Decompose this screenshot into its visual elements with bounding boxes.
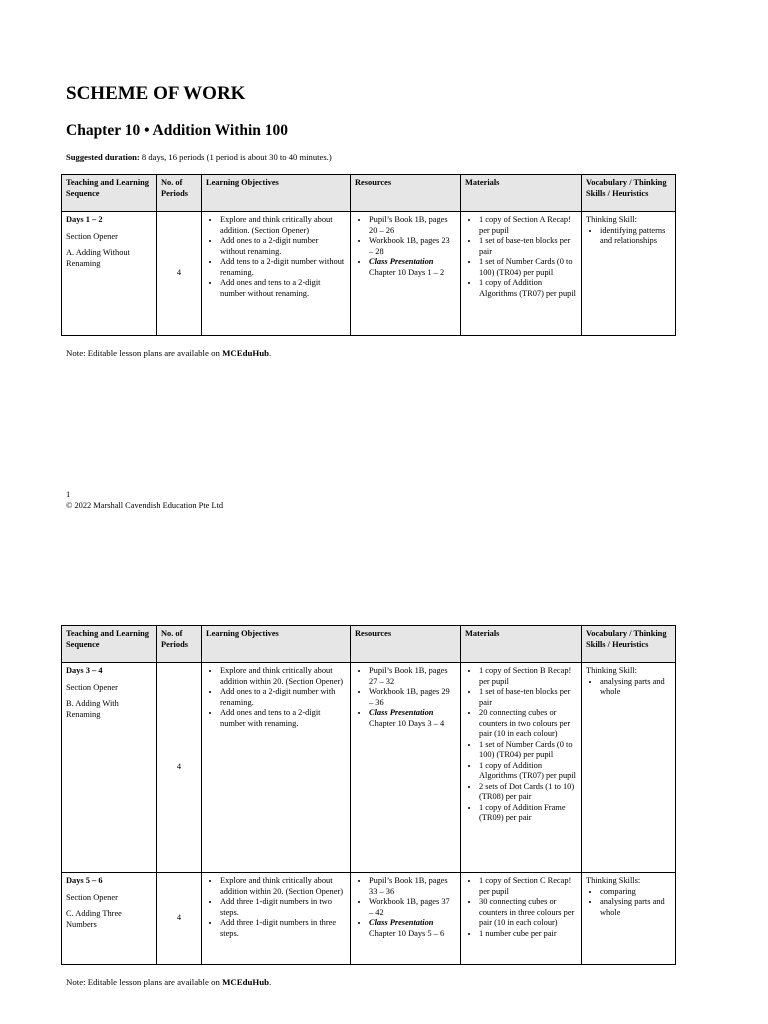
days-label: Days 1 – 2: [66, 215, 103, 224]
vocab-item: • analysing parts and whole: [600, 677, 671, 698]
page-footer: [66, 490, 223, 511]
sequence-cell: [62, 873, 157, 965]
sequence-cell: [62, 212, 157, 336]
material-item: • 1 copy of Section A Recap! per pupil: [479, 215, 577, 236]
lesson-label: A. Adding Without Renaming: [66, 248, 130, 268]
objective-item: • Add three 1-digit numbers in three steps.: [220, 918, 346, 939]
material-item: • 1 set of Number Cards (0 to 100) (TR04) per pupil: [479, 740, 577, 761]
header-resources: Resources: [351, 175, 461, 212]
header-seq: Teaching and Learning Sequence: [62, 175, 157, 212]
material-item: • 1 set of base-ten blocks per pair: [479, 236, 577, 257]
header-periods: No. of Periods: [157, 175, 202, 212]
material-item: • 1 set of Number Cards (0 to 100) (TR04) per pupil: [479, 257, 577, 278]
material-item: • 1 set of base-ten blocks per pair: [479, 687, 577, 708]
material-item: • 1 copy of Addition Frame (TR09) per pair: [479, 803, 577, 824]
material-item: • 1 number cube per pair: [479, 929, 577, 940]
note-brand: MCEduHub: [222, 348, 270, 358]
section-label: Section Opener: [66, 682, 118, 692]
scheme-table-page-2: [61, 625, 676, 965]
sequence-cell: [62, 663, 157, 873]
material-item: • 1 copy of Section C Recap! per pupil: [479, 876, 577, 897]
header-vocab: Vocabulary / Thinking Skills / Heuristics: [582, 175, 676, 212]
resources-cell: [351, 663, 461, 873]
objective-item: • Add three 1-digit numbers in two steps.: [220, 897, 346, 918]
resources-cell: [351, 873, 461, 965]
resources-cell: [351, 212, 461, 336]
note-prefix: Note: Editable lesson plans are available on: [66, 348, 223, 358]
resource-workbook: • Workbook 1B, pages 29 – 36: [369, 687, 456, 708]
resource-class-presentation: [369, 257, 456, 278]
periods-cell: 4: [157, 663, 202, 873]
class-presentation-label: Class Presentation: [369, 708, 434, 717]
header-objectives: Learning Objectives: [202, 626, 351, 663]
vocab-item: • identifying patterns and relationships: [600, 226, 671, 247]
header-resources: Resources: [351, 626, 461, 663]
vocab-item: • analysing parts and whole: [600, 897, 671, 918]
chapter-title: Chapter 10 • Addition Within 100: [66, 122, 289, 139]
vocab-heading: Thinking Skills:: [586, 876, 641, 885]
class-presentation-detail: Chapter 10 Days 3 – 4: [369, 718, 445, 728]
duration-label: Suggested duration:: [66, 152, 140, 162]
class-presentation-detail: Chapter 10 Days 5 – 6: [369, 928, 445, 938]
materials-cell: [461, 212, 582, 336]
materials-cell: [461, 663, 582, 873]
days-label: Days 3 – 4: [66, 666, 103, 675]
objectives-cell: [202, 663, 351, 873]
table-row: [62, 212, 676, 336]
vocab-cell: [582, 212, 676, 336]
document-title: SCHEME OF WORK: [66, 83, 246, 104]
table-header-row: [62, 626, 676, 663]
vocab-cell: [582, 663, 676, 873]
resource-class-presentation: [369, 918, 456, 939]
table-row: [62, 663, 676, 873]
resource-class-presentation: [369, 708, 456, 729]
objectives-cell: [202, 873, 351, 965]
material-item: • 20 connecting cubes or counters in two colours per pair (10 in each colour): [479, 708, 577, 740]
periods-cell: 4: [157, 212, 202, 336]
header-materials: Materials: [461, 626, 582, 663]
suggested-duration: [66, 152, 332, 162]
class-presentation-label: Class Presentation: [369, 257, 434, 266]
material-item: • 1 copy of Addition Algorithms (TR07) per pupil: [479, 761, 577, 782]
vocab-heading: Thinking Skill:: [586, 666, 637, 675]
scheme-table-page-1: [61, 174, 676, 336]
header-seq: Teaching and Learning Sequence: [62, 626, 157, 663]
copyright: © 2022 Marshall Cavendish Education Pte Ltd: [66, 500, 224, 510]
resource-workbook: • Workbook 1B, pages 23 – 28: [369, 236, 456, 257]
lesson-label: B. Adding With Renaming: [66, 699, 119, 719]
objective-item: • Explore and think critically about addition within 20. (Section Opener): [220, 666, 346, 687]
resource-pupils-book: • Pupil’s Book 1B, pages 27 – 32: [369, 666, 456, 687]
table-header-row: [62, 175, 676, 212]
objective-item: • Add tens to a 2-digit number without renaming.: [220, 257, 346, 278]
header-vocab: Vocabulary / Thinking Skills / Heuristics: [582, 626, 676, 663]
class-presentation-label: Class Presentation: [369, 918, 434, 927]
editable-plans-note: [66, 977, 271, 987]
editable-plans-note: [66, 348, 271, 358]
objective-item: • Add ones to a 2-digit number with renaming.: [220, 687, 346, 708]
materials-cell: [461, 873, 582, 965]
material-item: • 1 copy of Section B Recap! per pupil: [479, 666, 577, 687]
vocab-item: • comparing: [600, 887, 671, 898]
section-label: Section Opener: [66, 231, 118, 241]
objective-item: • Add ones to a 2-digit number without renaming.: [220, 236, 346, 257]
duration-text: 8 days, 16 periods (1 period is about 30 to 40 minutes.): [139, 152, 332, 162]
objectives-cell: [202, 212, 351, 336]
objective-item: • Explore and think critically about addition within 20. (Section Opener): [220, 876, 346, 897]
vocab-cell: [582, 873, 676, 965]
lesson-label: C. Adding Three Numbers: [66, 909, 122, 929]
objective-item: • Add ones and tens to a 2-digit number without renaming.: [220, 278, 346, 299]
days-label: Days 5 – 6: [66, 876, 103, 885]
vocab-heading: Thinking Skill:: [586, 215, 637, 224]
class-presentation-detail: Chapter 10 Days 1 – 2: [369, 267, 445, 277]
resource-workbook: • Workbook 1B, pages 37 – 42: [369, 897, 456, 918]
header-objectives: Learning Objectives: [202, 175, 351, 212]
note-brand: MCEduHub: [222, 977, 270, 987]
note-prefix: Note: Editable lesson plans are available on: [66, 977, 223, 987]
page-number: 1: [66, 490, 71, 499]
note-suffix: .: [269, 348, 272, 358]
header-materials: Materials: [461, 175, 582, 212]
objective-item: • Explore and think critically about addition. (Section Opener): [220, 215, 346, 236]
note-suffix: .: [269, 977, 272, 987]
material-item: • 1 copy of Addition Algorithms (TR07) per pupil: [479, 278, 577, 299]
table-row: [62, 873, 676, 965]
section-label: Section Opener: [66, 892, 118, 902]
resource-pupils-book: • Pupil’s Book 1B, pages 33 – 36: [369, 876, 456, 897]
material-item: • 2 sets of Dot Cards (1 to 10) (TR08) per pair: [479, 782, 577, 803]
periods-cell: 4: [157, 873, 202, 965]
header-periods: No. of Periods: [157, 626, 202, 663]
material-item: • 30 connecting cubes or counters in three colours per pair (10 in each colour): [479, 897, 577, 929]
objective-item: • Add ones and tens to a 2-digit number with renaming.: [220, 708, 346, 729]
resource-pupils-book: • Pupil’s Book 1B, pages 20 – 26: [369, 215, 456, 236]
